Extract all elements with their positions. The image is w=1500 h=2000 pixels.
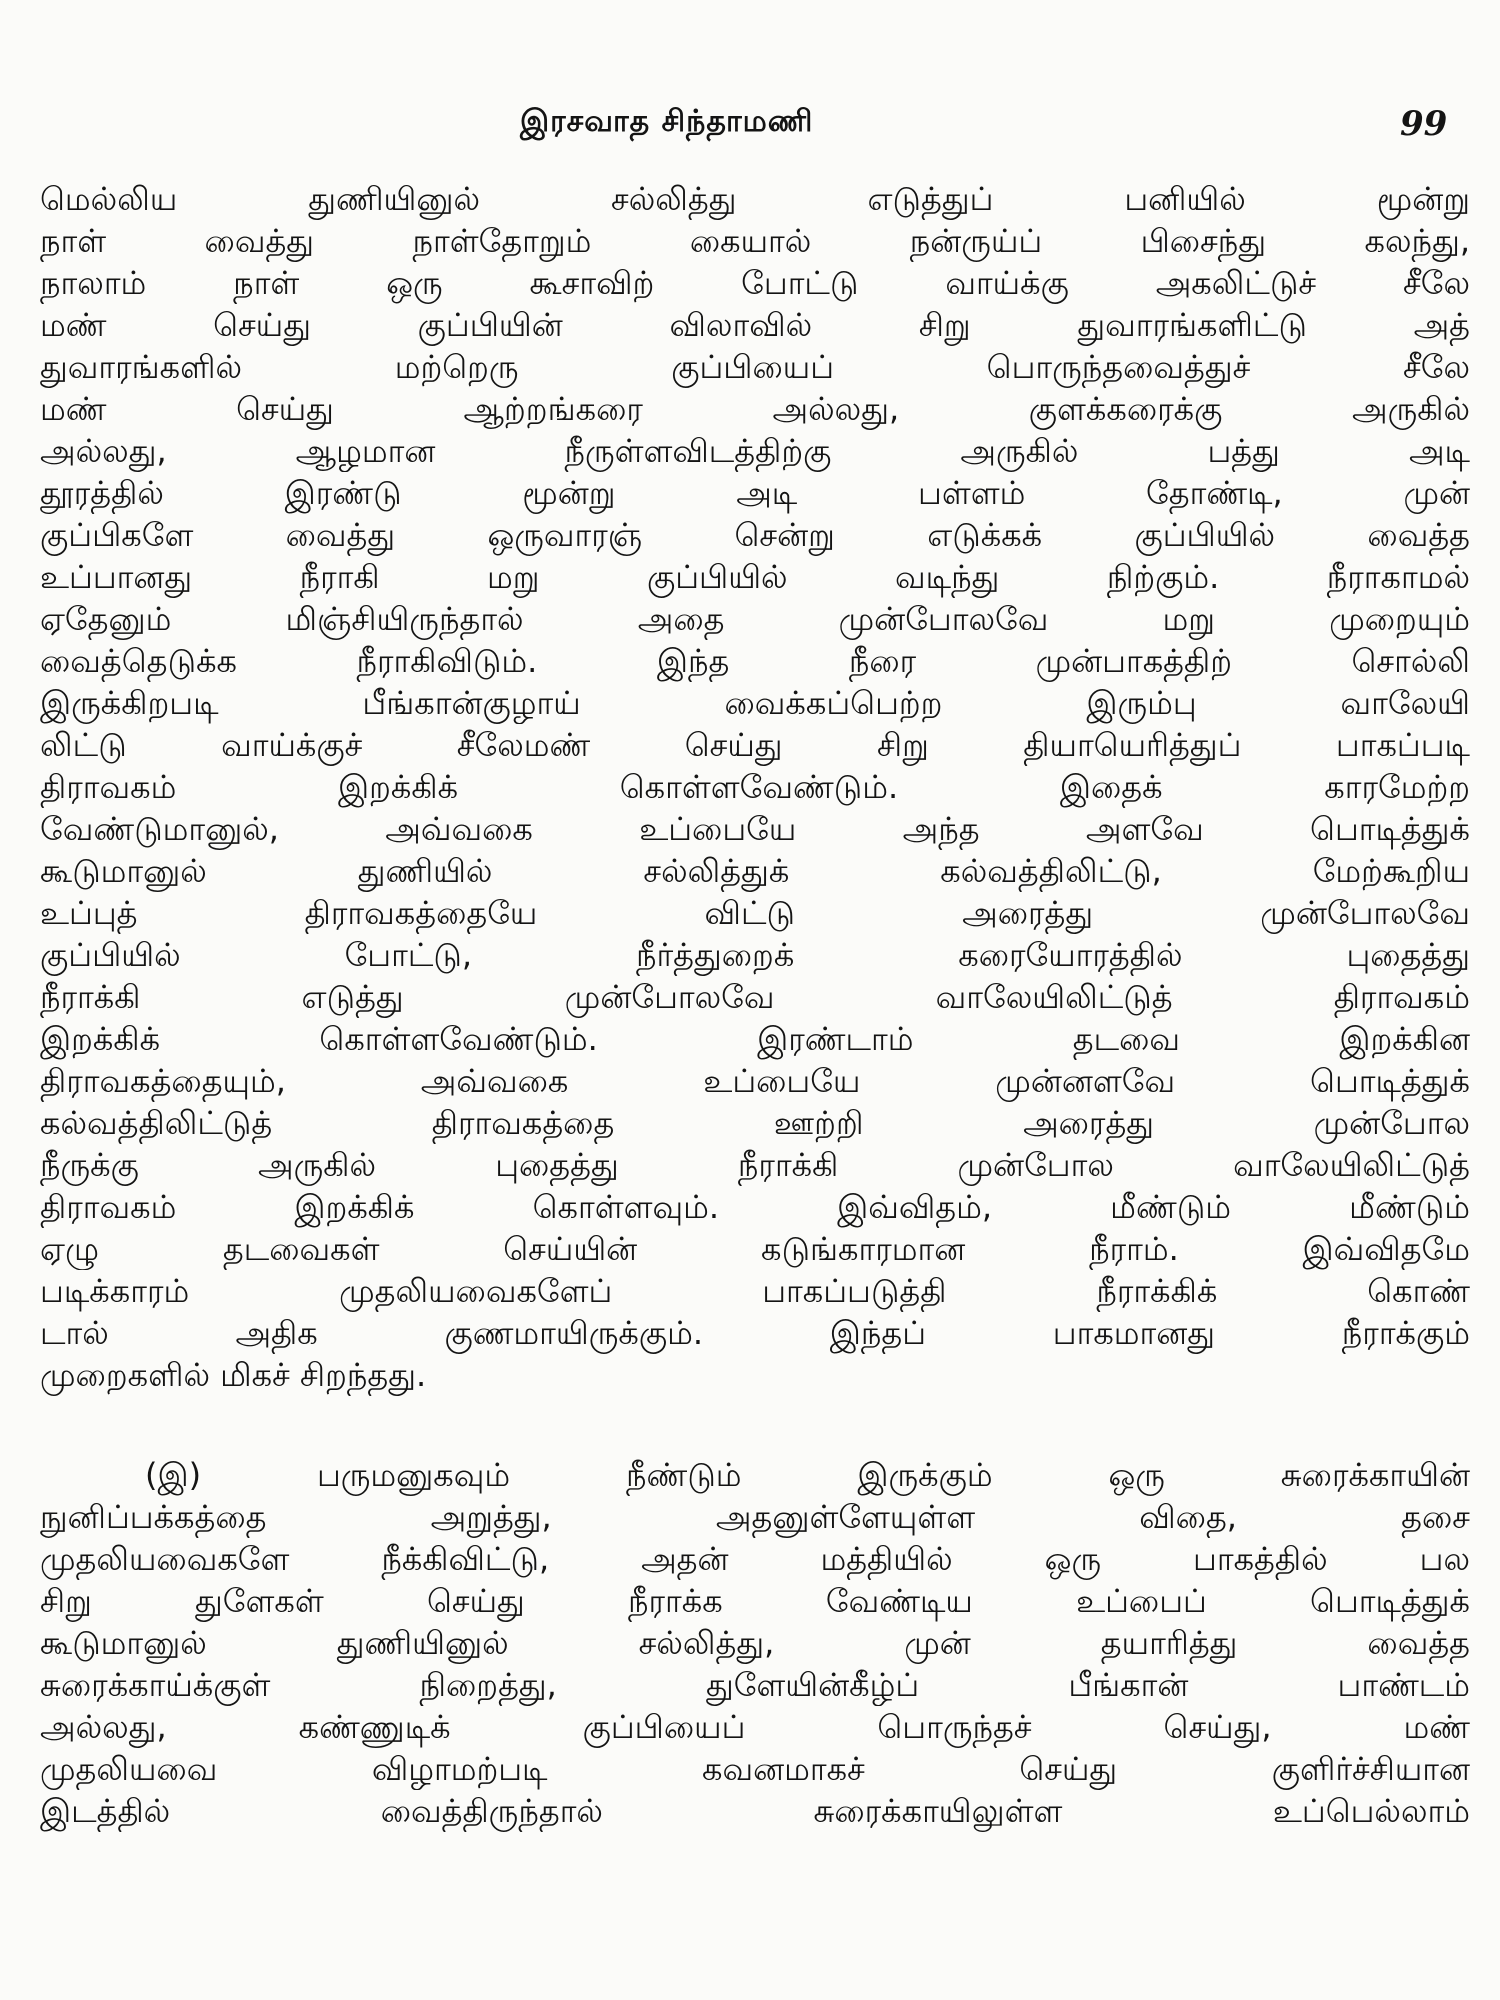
text-line: நீராக்கி எடுத்து முன்போலவே வாலேயிலிட்டுத் திராவகம் bbox=[40, 978, 1470, 1016]
paragraph-2 bbox=[40, 1454, 1470, 1832]
text-line: இருக்கிறபடி பீங்கான்குழாய் வைக்கப்பெற்ற இரும்பு வாலேயி bbox=[40, 684, 1470, 722]
text-line: துவாரங்களில் மற்றெரு குப்பியைப் பொருந்தவைத்துச் சீலே bbox=[40, 348, 1470, 386]
text-line: நாள் வைத்து நாள்தோறும் கையால் நன்ருய்ப் பிசைந்து கலந்து, bbox=[40, 222, 1470, 260]
text-line: முதலியவை விழாமற்படி கவனமாகச் செய்து குளிர்ச்சியான bbox=[40, 1750, 1470, 1788]
text-line: அல்லது, கண்ணுடிக் குப்பியைப் பொருந்தச் செய்து, மண் bbox=[40, 1708, 1470, 1746]
text-line: மெல்லிய துணியினுல் சல்லித்து எடுத்துப் பனியில் மூன்று bbox=[40, 180, 1470, 218]
paragraph-1 bbox=[40, 178, 1470, 1396]
text-line: படிக்காரம் முதலியவைகளேப் பாகப்படுத்தி நீராக்கிக் கொண் bbox=[40, 1272, 1470, 1310]
text-line: கல்வத்திலிட்டுத் திராவகத்தை ஊற்றி அரைத்து முன்போல bbox=[40, 1104, 1470, 1142]
text-line: இடத்தில் வைத்திருந்தால் சுரைக்காயிலுள்ள உப்பெல்லாம் bbox=[40, 1792, 1470, 1830]
page-number: 99 bbox=[1400, 104, 1448, 144]
text-line: (இ) பருமனுகவும் நீண்டும் இருக்கும் ஒரு சுரைக்காயின் bbox=[145, 1456, 1470, 1494]
text-line: கூடுமானுல் துணியினுல் சல்லித்து, முன் தயாரித்து வைத்த bbox=[40, 1624, 1470, 1662]
text-line: உப்புத் திராவகத்தையே விட்டு அரைத்து முன்போலவே bbox=[40, 894, 1470, 932]
text-line: ஏழு தடவைகள் செய்யின் கடுங்காரமான நீராம். இவ்விதமே bbox=[40, 1230, 1470, 1268]
text-line: அல்லது, ஆழமான நீருள்ளவிடத்திற்கு அருகில் பத்து அடி bbox=[40, 432, 1470, 470]
text-line: திராவகம் இறக்கிக் கொள்ளவும். இவ்விதம், மீண்டும் மீண்டும் bbox=[40, 1188, 1470, 1226]
text-line: கூடுமானுல் துணியில் சல்லித்துக் கல்வத்திலிட்டு, மேற்கூறிய bbox=[40, 852, 1470, 890]
text-line: குப்பியில் போட்டு, நீர்த்துறைக் கரையோரத்தில் புதைத்து bbox=[40, 936, 1470, 974]
paragraph-gap bbox=[40, 1396, 1470, 1454]
text-line: டால் அதிக குணமாயிருக்கும். இந்தப் பாகமானது நீராக்கும் bbox=[40, 1314, 1470, 1352]
text-line: திராவகத்தையும், அவ்வகை உப்பையே முன்னளவே பொடித்துக் bbox=[40, 1062, 1470, 1100]
text-line: மண் செய்து ஆற்றங்கரை அல்லது, குளக்கரைக்கு அருகில் bbox=[40, 390, 1470, 428]
text-line: லிட்டு வாய்க்குச் சீலேமண் செய்து சிறு தியாயெரித்துப் பாகப்படி bbox=[40, 726, 1470, 764]
text-line: நுனிப்பக்கத்தை அறுத்து, அதனுள்ளேயுள்ள விதை, தசை bbox=[40, 1498, 1470, 1536]
text-line: தூரத்தில் இரண்டு மூன்று அடி பள்ளம் தோண்டி, முன் bbox=[40, 474, 1470, 512]
running-title: இரசவாத சிந்தாமணி bbox=[520, 104, 814, 139]
text-line: சிறு துளேகள் செய்து நீராக்க வேண்டிய உப்பைப் பொடித்துக் bbox=[40, 1582, 1470, 1620]
body-text bbox=[40, 178, 1470, 1832]
text-line: முதலியவைகளே நீக்கிவிட்டு, அதன் மத்தியில் ஒரு பாகத்தில் பல bbox=[40, 1540, 1470, 1578]
text-line: முறைகளில் மிகச் சிறந்தது. bbox=[40, 1356, 427, 1394]
text-line: நீருக்கு அருகில் புதைத்து நீராக்கி முன்போல வாலேயிலிட்டுத் bbox=[40, 1146, 1470, 1184]
text-line: குப்பிகளே வைத்து ஒருவாரஞ் சென்று எடுக்கக் குப்பியில் வைத்த bbox=[40, 516, 1470, 554]
text-line: மண் செய்து குப்பியின் விலாவில் சிறு துவாரங்களிட்டு அத் bbox=[40, 306, 1470, 344]
text-line: வேண்டுமானுல், அவ்வகை உப்பையே அந்த அளவே பொடித்துக் bbox=[40, 810, 1470, 848]
text-line: நாலாம் நாள் ஒரு கூசாவிற் போட்டு வாய்க்கு அகலிட்டுச் சீலே bbox=[40, 264, 1470, 302]
text-line: ஏதேனும் மிஞ்சியிருந்தால் அதை முன்போலவே மறு முறையும் bbox=[40, 600, 1470, 638]
text-line: இறக்கிக் கொள்ளவேண்டும். இரண்டாம் தடவை இறக்கின bbox=[40, 1020, 1470, 1058]
text-line: உப்பானது நீராகி மறு குப்பியில் வடிந்து நிற்கும். நீராகாமல் bbox=[40, 558, 1470, 596]
text-line: சுரைக்காய்க்குள் நிறைத்து, துளேயின்கீழ்ப் பீங்கான் பாண்டம் bbox=[40, 1666, 1470, 1704]
text-line: திராவகம் இறக்கிக் கொள்ளவேண்டும். இதைக் காரமேற்ற bbox=[40, 768, 1470, 806]
text-line: வைத்தெடுக்க நீராகிவிடும். இந்த நீரை முன்பாகத்திற் சொல்லி bbox=[40, 642, 1470, 680]
running-header bbox=[0, 100, 1500, 150]
